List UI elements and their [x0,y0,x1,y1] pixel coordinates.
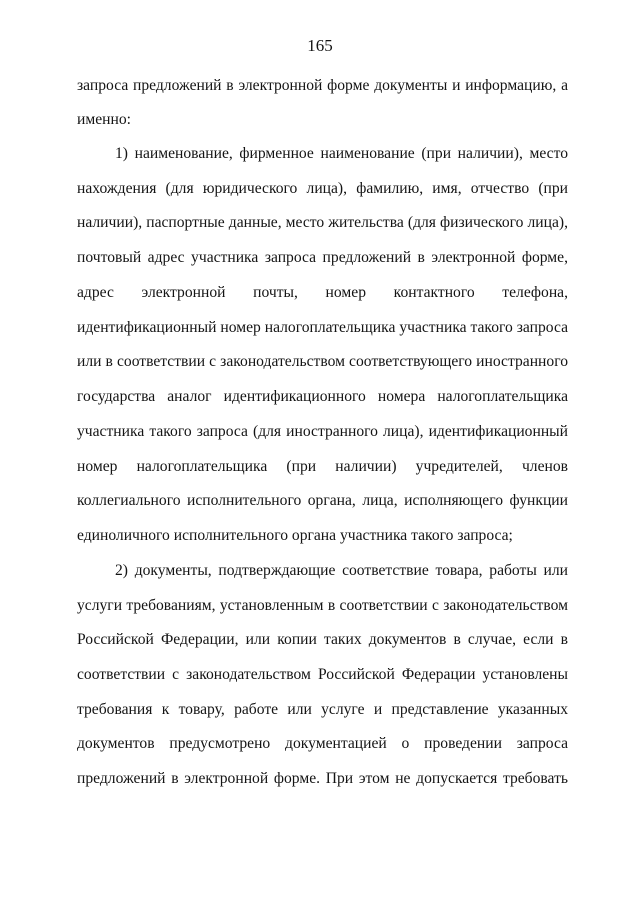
text-line: Российской Федерации, или копии таких документов в случае, если в [77,631,568,648]
page-number: 165 [307,36,333,55]
text-line: участника такого запроса (для иностранного лица), идентификационный [77,423,568,440]
text-line: единоличного исполнительного органа участника такого запроса; [77,527,513,544]
text-line: документов предусмотрено документацией о проведении запроса [77,735,568,752]
text-line: номер налогоплательщика (при наличии) учредителей, членов [77,458,568,475]
text-line: услуги требованиям, установленным в соответствии с законодательством [77,597,568,614]
text-line: или в соответствии с законодательством соответствующего иностранного [77,353,568,370]
text-line: почтовый адрес участника запроса предложений в электронной форме, [77,249,568,266]
text-line: 2) документы, подтверждающие соответствие товара, работы или [115,562,568,579]
text-line: предложений в электронной форме. При этом не допускается требовать [77,770,568,787]
text-line: государства аналог идентификационного номера налогоплательщика [77,388,568,405]
text-line: именно: [77,111,131,128]
text-line: требования к товару, работе или услуге и представление указанных [77,701,568,718]
text-line: 1) наименование, фирменное наименование (при наличии), место [115,145,568,162]
text-line: адрес электронной почты, номер контактного телефона, [77,284,568,301]
text-line: идентификационный номер налогоплательщика участника такого запроса [77,319,568,336]
text-line: соответствии с законодательством Российской Федерации установлены [77,666,568,683]
text-line: нахождения (для юридического лица), фамилию, имя, отчество (при [77,180,568,197]
text-line: наличии), паспортные данные, место жительства (для физического лица), [77,214,568,231]
text-line: коллегиального исполнительного органа, лица, исполняющего функции [77,492,568,509]
text-line: запроса предложений в электронной форме документы и информацию, а [77,77,568,94]
